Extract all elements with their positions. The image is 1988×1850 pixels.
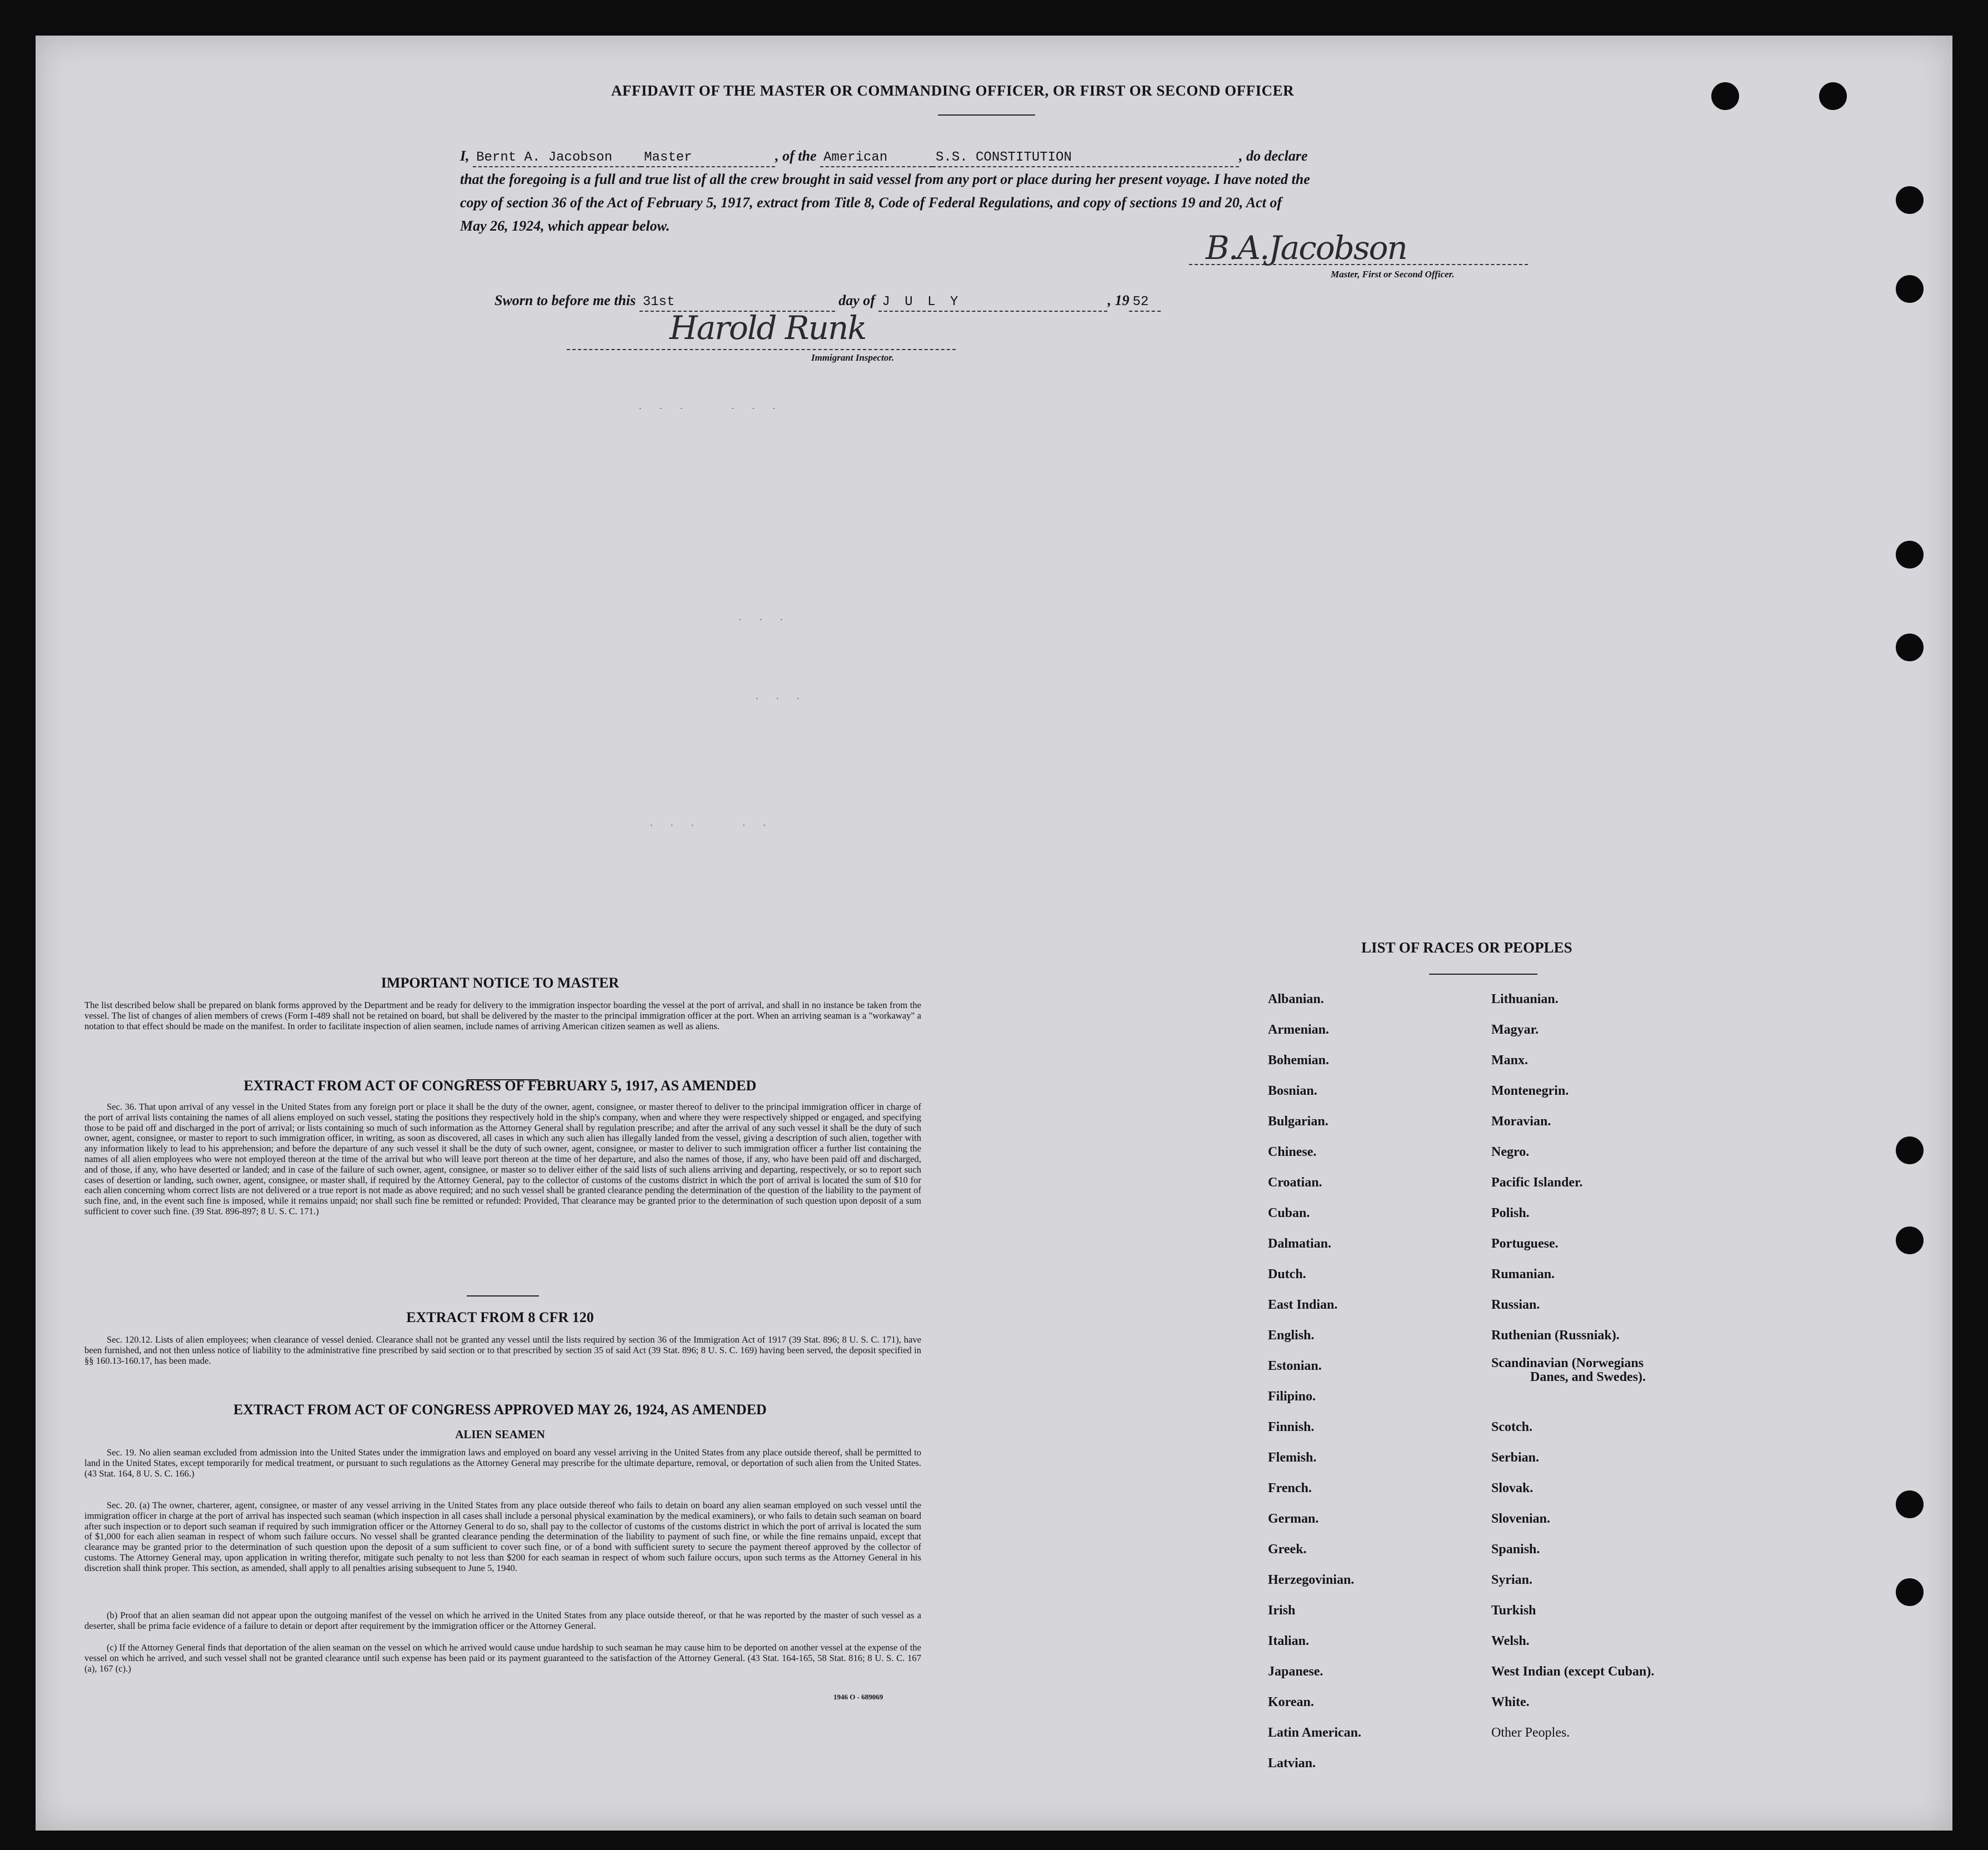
race-item: Serbian.: [1491, 1450, 1540, 1465]
race-item: Armenian.: [1268, 1023, 1329, 1037]
race-item: Slovenian.: [1491, 1512, 1551, 1526]
race-item: Latin American.: [1268, 1726, 1361, 1740]
race-item: Japanese.: [1268, 1664, 1323, 1679]
race-item: Filipino.: [1268, 1389, 1316, 1404]
race-item: Korean.: [1268, 1695, 1314, 1709]
race-item: East Indian.: [1268, 1298, 1338, 1312]
race-item: Estonian.: [1268, 1359, 1322, 1373]
race-item: Manx.: [1491, 1053, 1528, 1068]
sec-20b-text: (b) Proof that an alien seaman did not appear upon the outgoing manifest of the vessel on which he arrived in the United States from any place outside thereof, or that he was reported by the master of such vessel as a deserter, shall be prima facie evidence of a failure to detain or deport after requirement by the immigration officer or the Attorney General.: [84, 1610, 921, 1631]
vessel-name-field: S.S. CONSTITUTION: [932, 149, 1239, 167]
sworn-day-field: 31st: [640, 294, 835, 312]
race-item: Irish: [1268, 1603, 1296, 1618]
declaration: [460, 144, 1532, 238]
master-signature: B.A.Jacobson: [1206, 229, 1407, 267]
notice-heading: IMPORTANT NOTICE TO MASTER: [381, 975, 620, 991]
races-rule: [1429, 974, 1537, 975]
extract-1917-text: Sec. 36. That upon arrival of any vessel in the United States from any foreign port or place it shall be the duty of the owner, agent, consignee, or master thereof to deliver to the principal immigration officer in charge of the port of arrival lists containing the names of all aliens employed on such vessel, stating the positions they respectively hold in the ship's company, when and where they were respectively shipped or engaged, and specifying those to be paid off and discharged in the port of arrival; or lists containing so much of such information as the Attorney General shall by regulation prescribe; and after the arrival of any such vessel it shall be the duty of such owner, agent, consignee, or master to report to such immigration officer, in writing, as soon as discovered, all cases in which any such alien has illegally landed from the vessel, giving a description of such alien, together with any information likely to lead to his apprehension; and before the departure of any such vessel it shall be the duty of such owner, agent, consignee, or master to deliver to such immigration officer a further list containing the names of all alien employees who were not employed thereon at the time of the arrival but who will leave port thereon at the time of her departure, and also the names of those, if any, who have been paid off and discharged, and of those, if any, who have deserted or landed; and in case of the failure of such owner, agent, consignee, or master so to deliver either of the said lists of such aliens arriving and departing, respectively, or so to report such cases of desertion or landing, such owner, agent, consignee, or master shall, if required by the Attorney General, pay to the collector of customs of the customs district in which the port of arrival is located the sum of $10 for each alien concerning whom correct lists are not delivered or a true report is not made as above required; and no such vessel shall be granted clearance pending the determination of the question of the liability to the payment of such fine, and, in the event such fine is imposed, while it remains unpaid; nor shall such fine be remitted or refunded: Provided, That clearance may be granted prior to the determination of such question upon deposit of a sum sufficient to cover such fine. (39 Stat. 896-897; 8 U. S. C. 171.): [84, 1101, 921, 1216]
master-label: Master, First or Second Officer.: [1331, 269, 1455, 280]
declaration-i: I,: [460, 148, 469, 164]
year-prefix: , 19: [1107, 292, 1130, 308]
race-item: Portuguese.: [1491, 1236, 1559, 1251]
declaration-line-4: May 26, 1924, which appear below.: [460, 218, 670, 234]
race-item: Croatian.: [1268, 1175, 1322, 1190]
race-item: Chinese.: [1268, 1145, 1317, 1159]
extract-cfr-heading: EXTRACT FROM 8 CFR 120: [406, 1309, 594, 1325]
alien-seamen-heading: ALIEN SEAMEN: [455, 1428, 545, 1441]
race-item: Dutch.: [1268, 1267, 1306, 1281]
day-of-label: day of: [838, 292, 875, 308]
race-item: Russian.: [1491, 1298, 1540, 1312]
punch-hole: [1896, 1136, 1924, 1164]
race-item: Negro.: [1491, 1145, 1530, 1159]
races-heading: LIST OF RACES OR PEOPLES: [1361, 939, 1572, 956]
master-signature-line: [1189, 264, 1528, 265]
race-item: Spanish.: [1491, 1542, 1540, 1557]
punch-hole: [1896, 1578, 1924, 1606]
race-item: German.: [1268, 1512, 1319, 1526]
sec-20a-text: Sec. 20. (a) The owner, charterer, agent, consignee, or master of any vessel arriving in the United States from any place outside thereof who fails to detain on board any alien seaman employed on such vessel until the immigration officer in charge at the port of arrival has inspected such seaman (which inspection in all cases shall include a personal physical examination by the medical examiners), or who fails to detain such seaman on board after such inspection or to deport such seaman if required by such immigration officer or the Attorney General to do so, shall pay to the collector of customs of the customs district in which the port of arrival is located the sum of $1,000 for each alien seaman in respect of whom such failure occurs. No vessel shall be granted clearance pending the determination of the liability to payment of such fine, or while the fine remains unpaid, except that clearance may be granted prior to the determination of such question upon the deposit of a sum sufficient to cover such fine, or of a bond with sufficient surety to secure the payment thereof approved by the collector of customs. The Attorney General may, upon application in writing therefor, mitigate such penalty to not less than $200 for each seaman in respect of whom such failure occurs, upon such terms as the Attorney General in his discretion shall think proper. This section, as amended, shall apply to all penalties arising subsequent to June 5, 1940.: [84, 1500, 921, 1573]
race-item: Rumanian.: [1491, 1267, 1555, 1281]
race-item: Bulgarian.: [1268, 1114, 1328, 1129]
race-item: Danes, and Swedes).: [1530, 1370, 1646, 1384]
races-column-2: [1491, 984, 1654, 1748]
race-item: Finnish.: [1268, 1420, 1315, 1434]
inspector-signature-line: [567, 349, 956, 350]
race-item: Lithuanian.: [1491, 992, 1559, 1006]
sworn-month-field: J U L Y: [878, 294, 1107, 312]
year-field: 52: [1129, 294, 1161, 312]
dot-mark: . . . . .: [650, 817, 773, 828]
race-item: Scotch.: [1491, 1420, 1532, 1434]
race-item: Turkish: [1491, 1603, 1536, 1618]
extract-cfr-text: Sec. 120.12. Lists of alien employees; when clearance of vessel denied. Clearance shall not be granted any vessel until the lists required by section 36 of the Immigration Act of 1917 (39 Stat. 896; 8 U. S. C. 171), have been furnished, and not then unless notice of liability to the administrative fine prescribed by said section or to that prescribed by section 35 of said Act (39 Stat. 896; 8 U. S. C. 169) having been served, the deposit specified in §§ 160.13-160.17, has been made.: [84, 1334, 921, 1366]
punch-hole: [1896, 541, 1924, 569]
punch-hole: [1896, 275, 1924, 303]
punch-hole: [1896, 1226, 1924, 1254]
race-item: Greek.: [1268, 1542, 1307, 1557]
declaration-line-1: [460, 144, 1532, 168]
extract-1917-heading: EXTRACT FROM ACT OF CONGRESS OF FEBRUARY 5, 1917, AS AMENDED: [243, 1078, 757, 1094]
race-item: Welsh.: [1491, 1634, 1530, 1648]
race-item: Other Peoples.: [1491, 1726, 1570, 1740]
inspector-label: Immigrant Inspector.: [811, 352, 895, 363]
race-item: Latvian.: [1268, 1756, 1316, 1771]
notice-text: The list described below shall be prepared on blank forms approved by the Department and be ready for delivery to the immigration inspector boarding the vessel at the port of arrival, and shall in no instance be taken from the vessel. The list of changes of alien members of crews (Form I-489 shall not be retained on board, but shall be delivered by the master to the principal immigration officer at the port. When an arriving seaman is a "workaway" a notation to that effect should be made on the manifest. In order to facilitate inspection of alien seamen, include names of arriving American citizen seamen as well as aliens.: [84, 1000, 921, 1031]
race-item: Bosnian.: [1268, 1084, 1317, 1098]
punch-hole: [1896, 186, 1924, 214]
punch-hole: [1711, 82, 1739, 110]
nationality-field: American: [820, 149, 932, 167]
race-item: Herzegovinian.: [1268, 1573, 1355, 1587]
race-item: Italian.: [1268, 1634, 1310, 1648]
extract-1924-heading: EXTRACT FROM ACT OF CONGRESS APPROVED MAY 26, 1924, AS AMENDED: [233, 1402, 767, 1418]
title-rule: [938, 114, 1035, 116]
of-the-label: , of the: [775, 148, 817, 164]
affidavit-title: AFFIDAVIT OF THE MASTER OR COMMANDING OFFICER, OR FIRST OR SECOND OFFICER: [611, 82, 1295, 99]
inspector-signature: Harold Runk: [670, 309, 866, 347]
sec-19-text: Sec. 19. No alien seaman excluded from admission into the United States under the immigration laws and employed on board any vessel arriving in the United States from any place outside thereof, shall be permitted to land in the United States, except temporarily for medical treatment, or pursuant to such regulations as the Attorney General may prescribe for the ultimate departure, removal, or deportation of such alien from the United States. (43 Stat. 164, 8 U. S. C. 166.): [84, 1447, 921, 1479]
race-item: Moravian.: [1491, 1114, 1551, 1129]
section-rule: [467, 1295, 539, 1297]
dot-mark: . . .: [756, 690, 807, 701]
race-item: Polish.: [1491, 1206, 1530, 1220]
race-item: Albanian.: [1268, 992, 1324, 1006]
race-item: Cuban.: [1268, 1206, 1310, 1220]
race-item: Slovak.: [1491, 1481, 1534, 1495]
races-column-1: [1268, 984, 1361, 1779]
punch-hole: [1896, 634, 1924, 661]
race-item: Magyar.: [1491, 1023, 1539, 1037]
dot-mark: . . .: [739, 611, 791, 622]
race-item: Flemish.: [1268, 1450, 1317, 1465]
race-item: French.: [1268, 1481, 1312, 1495]
print-code: 1946 O - 689069: [833, 1693, 883, 1701]
sworn-prefix: Sworn to before me this: [494, 292, 636, 308]
punch-hole: [1896, 1490, 1924, 1518]
declaration-line-2: that the foregoing is a full and true list of all the crew brought in said vessel from any port or place during her present voyage. I have noted the: [460, 171, 1310, 187]
rank-field: Master: [641, 149, 775, 167]
race-item: Ruthenian (Russniak).: [1491, 1328, 1620, 1343]
race-item: Syrian.: [1491, 1573, 1533, 1587]
race-item: West Indian (except Cuban).: [1491, 1664, 1655, 1679]
race-item: Montenegrin.: [1491, 1084, 1569, 1098]
punch-hole: [1819, 82, 1847, 110]
race-item: Scandinavian (Norwegians: [1491, 1356, 1644, 1370]
sec-20c-text: (c) If the Attorney General finds that deportation of the alien seaman on the vessel on which he arrived would cause undue hardship to such seaman he may cause him to be deported on another vessel at the expense of the vessel on which he arrived, and such vessel shall not be granted clearance until such expense has been paid or its payment guaranteed to the satisfaction of the Attorney General. (43 Stat. 164-165, 58 Stat. 816; 8 U. S. C. 167 (a), 167 (c).): [84, 1642, 921, 1674]
do-declare-label: , do declare: [1239, 148, 1308, 164]
race-item: Bohemian.: [1268, 1053, 1330, 1068]
race-item: Dalmatian.: [1268, 1236, 1331, 1251]
race-item: English.: [1268, 1328, 1315, 1343]
master-name-field: Bernt A. Jacobson: [473, 149, 641, 167]
race-item: Pacific Islander.: [1491, 1175, 1583, 1190]
declaration-line-3: copy of section 36 of the Act of February 5, 1917, extract from Title 8, Code of Federal Regulations, and copy of sections 19 and 20, Act of: [460, 195, 1282, 211]
race-item: White.: [1491, 1695, 1530, 1709]
dot-mark: . . . . . .: [639, 400, 783, 411]
